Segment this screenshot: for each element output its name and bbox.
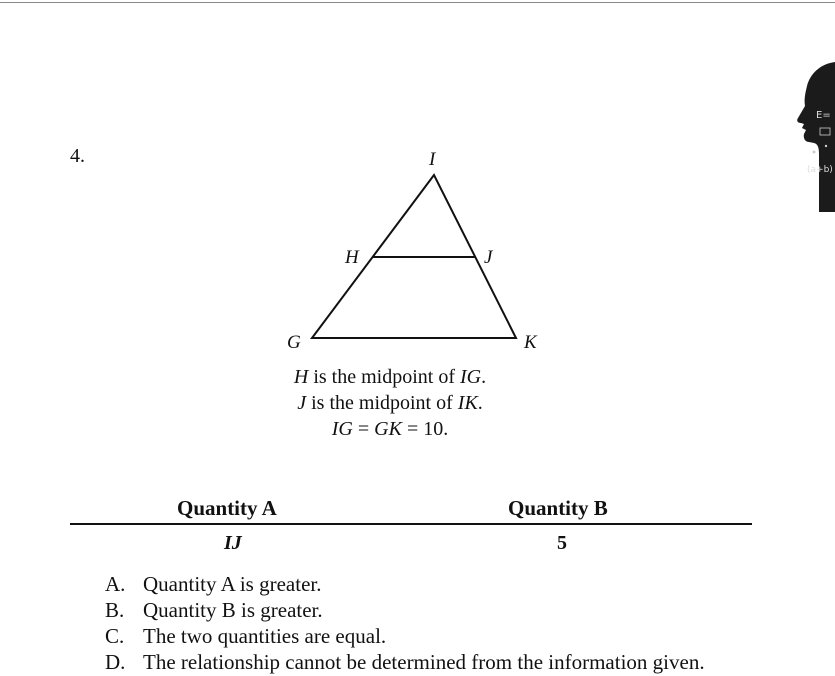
given-statements (250, 364, 530, 442)
choice-text: The relationship cannot be determined from the information given. (143, 650, 705, 674)
given-segment: is the midpoint of (308, 366, 460, 388)
given-line (250, 416, 530, 442)
choice-text: The two quantities are equal. (143, 624, 387, 648)
answer-choices (105, 571, 705, 675)
quantity-divider (70, 523, 752, 525)
choice-letter: C. (105, 624, 125, 648)
choice-d[interactable] (105, 649, 705, 675)
vertex-label-h: H (345, 247, 359, 268)
quantity-a-header: Quantity A (177, 496, 277, 520)
vertex-label-j: J (484, 247, 493, 268)
given-line (250, 364, 530, 390)
given-segment: H (293, 366, 309, 388)
given-segment: is the midpoint of (306, 392, 458, 414)
choice-a[interactable] (105, 571, 705, 597)
given-segment: IK (457, 392, 478, 414)
formula-text: E= (816, 110, 831, 121)
given-segment: = (352, 418, 375, 440)
quantity-b-value: 5 (557, 532, 567, 554)
choice-b[interactable] (105, 597, 705, 623)
given-segment: GK (374, 418, 402, 440)
given-segment: = 10. (401, 418, 449, 440)
vertex-label-k: K (524, 332, 537, 353)
given-segment: . (481, 366, 487, 388)
quantity-a-value: IJ (224, 532, 242, 554)
choice-text: Quantity B is greater. (143, 598, 323, 622)
given-line (250, 390, 530, 416)
vertex-label-i: I (429, 149, 436, 170)
expression-text: (a+b) (807, 165, 833, 175)
choice-c[interactable] (105, 623, 705, 649)
choice-text: Quantity A is greater. (143, 572, 322, 596)
quantity-b-header: Quantity B (508, 496, 608, 520)
given-segment: . (477, 392, 483, 414)
vertex-label-g: G (287, 332, 301, 353)
given-segment: J (297, 392, 307, 414)
given-segment: IG (460, 366, 482, 388)
choice-letter: D. (105, 650, 126, 674)
choice-letter: A. (105, 572, 126, 596)
head-silhouette-math-icon (790, 62, 835, 212)
choice-letter: B. (105, 598, 125, 622)
question-number: 4. (70, 145, 85, 167)
given-segment: IG (331, 418, 353, 440)
